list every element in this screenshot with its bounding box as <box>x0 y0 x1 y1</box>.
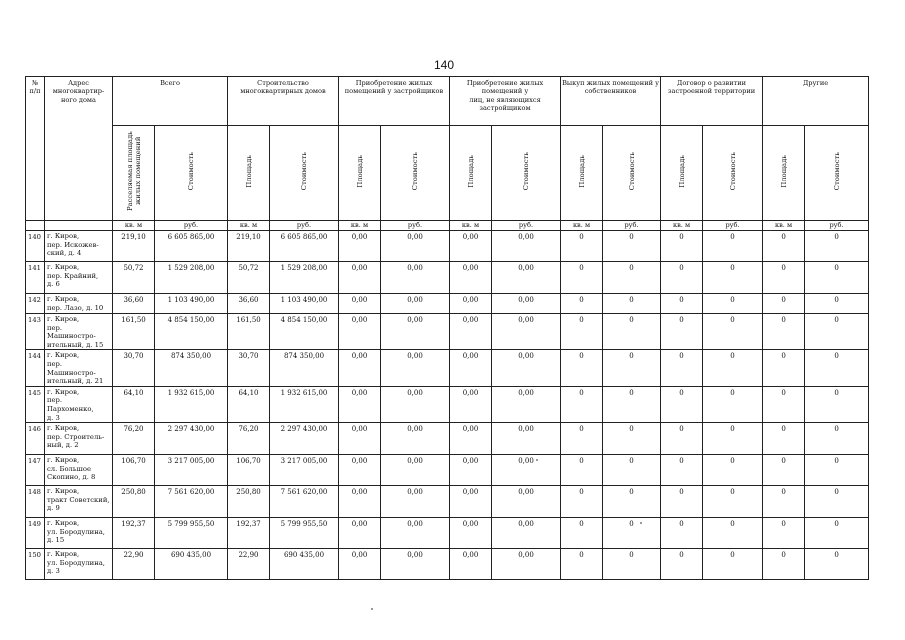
table-row <box>26 518 869 549</box>
row-number: 141 <box>26 262 45 294</box>
area-cell: 0 <box>763 549 805 580</box>
cost-cell: 0,00 <box>492 262 561 294</box>
table-row <box>26 231 869 262</box>
row-number: 148 <box>26 486 45 518</box>
cost-cell: 0 <box>603 262 661 294</box>
area-cell: 192,37 <box>113 518 155 549</box>
address-line: сл. Большое <box>47 464 91 473</box>
subheader-area <box>339 126 381 221</box>
cost-cell: 6 605 865,00 <box>270 231 339 262</box>
header-group-line: застройщиком <box>479 104 531 113</box>
address-line: д. 3 <box>47 567 60 576</box>
cost-cell: 0,00 <box>381 518 450 549</box>
area-cell: 0 <box>661 455 703 486</box>
cost-cell: 0,00 <box>381 549 450 580</box>
area-cell: 0 <box>561 486 603 518</box>
subheader-cost <box>805 126 869 221</box>
cost-cell: 0,00 <box>492 294 561 314</box>
area-cell: 161,50 <box>228 314 270 350</box>
area-cell: 0,00 <box>450 549 492 580</box>
subheader-label: Расселяемая площадь жилых помещений <box>125 131 142 211</box>
header-number-line: № <box>31 79 39 87</box>
address-line: пер. Строитель- <box>47 432 105 441</box>
unit-cell: кв. м <box>763 221 805 231</box>
area-cell: 0 <box>661 262 703 294</box>
cost-cell: 0 <box>805 518 869 549</box>
area-cell: 0 <box>763 386 805 422</box>
cost-cell: 0,00 <box>492 486 561 518</box>
address-line: ительный, д. 15 <box>47 340 104 349</box>
area-cell: 0 <box>763 314 805 350</box>
area-cell: 50,72 <box>228 262 270 294</box>
unit-cell: руб. <box>805 221 869 231</box>
cost-cell: 0 <box>703 294 763 314</box>
cost-cell: 0,00 <box>381 294 450 314</box>
cost-cell: 0,00 <box>381 386 450 422</box>
address-line: д. 15 <box>47 536 65 545</box>
area-cell: 106,70 <box>228 455 270 486</box>
area-cell: 0,00 <box>450 231 492 262</box>
cost-cell: 0,00 <box>492 350 561 386</box>
cost-cell: 0,00 <box>492 231 561 262</box>
cost-cell: 0 <box>603 350 661 386</box>
cost-cell: 0 <box>805 423 869 455</box>
header-group-line: Всего <box>160 79 180 87</box>
unit-blank <box>26 221 45 231</box>
cost-cell: 690 435,00 <box>270 549 339 580</box>
area-cell: 0 <box>661 423 703 455</box>
unit-blank <box>45 221 113 231</box>
cost-cell: 0,00 <box>492 518 561 549</box>
subheader-label: Стоимость <box>187 151 195 191</box>
unit-cell: кв. м <box>661 221 703 231</box>
row-address <box>45 486 113 518</box>
area-cell: 0,00 <box>450 262 492 294</box>
cost-cell: 0 <box>603 386 661 422</box>
area-cell: 0 <box>561 231 603 262</box>
address-line: г. Киров, <box>47 351 80 360</box>
subheader-label: Стоимость <box>522 151 530 191</box>
cost-cell: 0 <box>703 231 763 262</box>
header-group-other <box>763 77 869 126</box>
address-line: г. Киров, <box>47 387 80 396</box>
cost-cell: 0,00 <box>381 455 450 486</box>
cost-cell: 0 <box>603 314 661 350</box>
resettlement-table <box>25 76 869 580</box>
row-address <box>45 350 113 386</box>
row-address <box>45 294 113 314</box>
cost-cell: 0 <box>805 386 869 422</box>
area-cell: 0,00 <box>450 294 492 314</box>
subheader-label: Стоимость <box>627 151 636 191</box>
subheader-label: Стоимость <box>300 151 308 191</box>
area-cell: 30,70 <box>228 350 270 386</box>
cost-cell: 1 103 490,00 <box>155 294 228 314</box>
cost-cell: 4 854 150,00 <box>270 314 339 350</box>
area-cell: 76,20 <box>113 423 155 455</box>
address-line: ительный, д. 21 <box>47 377 104 386</box>
address-line: ный, д. 2 <box>47 441 79 450</box>
header-group-non-developer-purchase <box>450 77 561 126</box>
header-address <box>45 77 113 221</box>
unit-cell: руб. <box>603 221 661 231</box>
cost-cell: 0 <box>603 518 661 549</box>
subheader-area <box>661 126 703 221</box>
header-group-total <box>113 77 228 126</box>
address-line: тракт Советский, <box>47 495 110 504</box>
cost-cell: 0 <box>703 386 763 422</box>
row-address <box>45 386 113 422</box>
header-group-line: застроенной территории <box>667 87 756 96</box>
header-address-line: ного дома <box>61 95 96 104</box>
area-cell: 0,00 <box>339 231 381 262</box>
header-group-line: лиц, не являющихся <box>469 95 541 104</box>
table-row <box>26 386 869 422</box>
area-cell: 64,10 <box>113 386 155 422</box>
cost-cell: 0,00 <box>381 262 450 294</box>
area-cell: 0 <box>763 294 805 314</box>
header-group-line: Строительство <box>257 79 309 87</box>
address-line: пер. Пархоменко, <box>47 396 94 413</box>
address-line: пер. Лазо, д. 10 <box>47 303 104 312</box>
cost-cell: 0 <box>805 231 869 262</box>
header-group-line: Договор о развитии <box>676 79 747 87</box>
area-cell: 0 <box>661 314 703 350</box>
row-address <box>45 262 113 294</box>
subheader-cost <box>270 126 339 221</box>
header-group-line: Выкуп жилых помещений у <box>562 79 659 87</box>
subheader-area <box>561 126 603 221</box>
area-cell: 64,10 <box>228 386 270 422</box>
cost-cell: 2 297 430,00 <box>270 423 339 455</box>
row-number: 140 <box>26 231 45 262</box>
cost-cell: 1 529 208,00 <box>270 262 339 294</box>
table-row <box>26 294 869 314</box>
area-cell: 0 <box>763 231 805 262</box>
area-cell: 0,00 <box>339 423 381 455</box>
cost-cell: 3 217 005,00 <box>155 455 228 486</box>
address-line: пер. Машиностро- <box>47 323 96 341</box>
cost-cell: 0 <box>603 455 661 486</box>
cost-cell: 0 <box>603 549 661 580</box>
area-cell: 250,80 <box>113 486 155 518</box>
area-cell: 0 <box>661 486 703 518</box>
subheader-label: Стоимость <box>728 151 737 191</box>
area-cell: 50,72 <box>113 262 155 294</box>
area-cell: 0,00 <box>450 518 492 549</box>
row-number: 146 <box>26 423 45 455</box>
cost-cell: 0,00 <box>492 386 561 422</box>
cost-cell: 0 <box>703 262 763 294</box>
area-cell: 219,10 <box>113 231 155 262</box>
address-line: г. Киров, <box>47 424 80 433</box>
area-cell: 106,70 <box>113 455 155 486</box>
unit-cell: руб. <box>155 221 228 231</box>
cost-cell: 0 <box>703 549 763 580</box>
cost-cell: 0,00 <box>381 314 450 350</box>
unit-cell: кв. м <box>339 221 381 231</box>
area-cell: 161,50 <box>113 314 155 350</box>
address-line: ул. Бородулина, <box>47 558 105 567</box>
address-line: г. Киров, <box>47 295 80 303</box>
table-row <box>26 350 869 386</box>
subheader-label: Площадь <box>577 154 586 188</box>
cost-cell: 0 <box>805 294 869 314</box>
subheader-label: Стоимость <box>411 151 419 191</box>
address-line: г. Киров, <box>47 487 80 496</box>
cost-cell: 0 <box>805 549 869 580</box>
cost-cell: 874 350,00 <box>155 350 228 386</box>
header-address-line: Адрес <box>68 79 89 87</box>
area-cell: 36,60 <box>228 294 270 314</box>
subheader-area-resettled <box>113 126 155 221</box>
area-cell: 0 <box>561 386 603 422</box>
area-cell: 0 <box>661 350 703 386</box>
area-cell: 0 <box>763 486 805 518</box>
row-address <box>45 423 113 455</box>
area-cell: 0 <box>561 262 603 294</box>
row-number: 147 <box>26 455 45 486</box>
address-line: Скопино, д. 8 <box>47 473 96 482</box>
address-line: д. 6 <box>47 280 60 289</box>
area-cell: 0,00 <box>450 314 492 350</box>
cost-cell: 0 <box>703 423 763 455</box>
cost-cell: 6 605 865,00 <box>155 231 228 262</box>
area-cell: 0 <box>661 231 703 262</box>
cost-cell: 0 <box>703 455 763 486</box>
area-cell: 0,00 <box>339 455 381 486</box>
area-cell: 219,10 <box>228 231 270 262</box>
unit-cell: руб. <box>270 221 339 231</box>
cost-cell: 7 561 620,00 <box>270 486 339 518</box>
address-line: г. Киров, <box>47 315 80 323</box>
row-number: 150 <box>26 549 45 580</box>
table-row <box>26 314 869 350</box>
area-cell: 0,00 <box>339 486 381 518</box>
cost-cell: 0,00 <box>492 314 561 350</box>
header-group-line: Другие <box>802 79 829 87</box>
area-cell: 0,00 <box>450 486 492 518</box>
area-cell: 0,00 <box>450 386 492 422</box>
header-group-line: Приобретение жилых <box>355 79 433 87</box>
header-group-line: многоквартирных домов <box>240 87 326 96</box>
area-cell: 0 <box>561 294 603 314</box>
cost-cell: 0,00 <box>381 486 450 518</box>
row-number: 149 <box>26 518 45 549</box>
subheader-label: Площадь <box>244 154 253 188</box>
row-number: 144 <box>26 350 45 386</box>
header-number-line: п/п <box>29 87 41 96</box>
row-number: 142 <box>26 294 45 314</box>
subheader-cost <box>381 126 450 221</box>
row-number: 143 <box>26 314 45 350</box>
area-cell: 30,70 <box>113 350 155 386</box>
table-row <box>26 262 869 294</box>
subheader-area <box>763 126 805 221</box>
subheader-label: Площадь <box>779 154 788 188</box>
scan-speck <box>536 459 538 461</box>
cost-cell: 0 <box>603 486 661 518</box>
row-address <box>45 549 113 580</box>
unit-cell: кв. м <box>228 221 270 231</box>
header-group-developer-purchase <box>339 77 450 126</box>
cost-cell: 2 297 430,00 <box>155 423 228 455</box>
area-cell: 192,37 <box>228 518 270 549</box>
area-cell: 0 <box>561 455 603 486</box>
cost-cell: 0 <box>805 486 869 518</box>
area-cell: 0 <box>561 314 603 350</box>
area-cell: 0 <box>661 386 703 422</box>
subheader-label: Площадь <box>677 154 686 188</box>
subheader-cost <box>492 126 561 221</box>
cost-cell: 0,00 <box>492 423 561 455</box>
address-line: пер. Крайний, <box>47 271 99 280</box>
cost-cell: 0,00 <box>381 423 450 455</box>
row-address <box>45 314 113 350</box>
area-cell: 0,00 <box>339 314 381 350</box>
area-cell: 0 <box>763 423 805 455</box>
cost-cell: 0,00 <box>492 455 561 486</box>
area-cell: 0,00 <box>450 350 492 386</box>
cost-cell: 874 350,00 <box>270 350 339 386</box>
row-number: 145 <box>26 386 45 422</box>
area-cell: 22,90 <box>228 549 270 580</box>
cost-cell: 0 <box>603 423 661 455</box>
subheader-label: Стоимость <box>832 151 841 191</box>
units-row <box>26 221 869 231</box>
unit-cell: руб. <box>381 221 450 231</box>
table-row <box>26 549 869 580</box>
area-cell: 0,00 <box>339 294 381 314</box>
area-cell: 0 <box>763 262 805 294</box>
header-address-line: многоквартир- <box>52 87 105 96</box>
address-line: г. Киров, <box>47 550 80 559</box>
cost-cell: 0 <box>703 486 763 518</box>
area-cell: 36,60 <box>113 294 155 314</box>
cost-cell: 0 <box>805 262 869 294</box>
unit-cell: кв. м <box>450 221 492 231</box>
header-group-line: помещений у застройщиков <box>344 87 444 96</box>
unit-cell: руб. <box>703 221 763 231</box>
area-cell: 0,00 <box>339 518 381 549</box>
area-cell: 22,90 <box>113 549 155 580</box>
area-cell: 0 <box>561 350 603 386</box>
area-cell: 0,00 <box>339 262 381 294</box>
area-cell: 250,80 <box>228 486 270 518</box>
header-group-line: Приобретение жилых <box>466 79 544 87</box>
subheader-cost <box>155 126 228 221</box>
address-line: г. Киров, <box>47 456 80 465</box>
unit-cell: руб. <box>492 221 561 231</box>
row-address <box>45 455 113 486</box>
area-cell: 0 <box>661 294 703 314</box>
area-cell: 0 <box>763 350 805 386</box>
area-cell: 0 <box>561 549 603 580</box>
area-cell: 0 <box>763 518 805 549</box>
cost-cell: 4 854 150,00 <box>155 314 228 350</box>
subheader-area <box>450 126 492 221</box>
cost-cell: 1 932 615,00 <box>155 386 228 422</box>
address-line: г. Киров, <box>47 232 80 240</box>
cost-cell: 3 217 005,00 <box>270 455 339 486</box>
cost-cell: 5 799 955,50 <box>155 518 228 549</box>
address-line: г. Киров, <box>47 263 80 271</box>
header-number <box>26 77 45 221</box>
scan-speck <box>371 608 373 610</box>
cost-cell: 5 799 955,50 <box>270 518 339 549</box>
address-line: д. 9 <box>47 504 60 513</box>
area-cell: 0 <box>661 549 703 580</box>
cost-cell: 690 435,00 <box>155 549 228 580</box>
scan-speck <box>640 522 642 524</box>
area-cell: 0,00 <box>339 350 381 386</box>
area-cell: 0,00 <box>450 455 492 486</box>
subheader-cost <box>703 126 763 221</box>
cost-cell: 1 932 615,00 <box>270 386 339 422</box>
cost-cell: 1 103 490,00 <box>270 294 339 314</box>
address-line: ул. Бородулина, <box>47 527 105 536</box>
area-cell: 0,00 <box>339 549 381 580</box>
address-line: ский, д. 4 <box>47 249 82 258</box>
row-address <box>45 231 113 262</box>
table-row <box>26 486 869 518</box>
area-cell: 0 <box>763 455 805 486</box>
page-number: 140 <box>433 58 455 72</box>
cost-cell: 0,00 <box>492 549 561 580</box>
cost-cell: 0 <box>703 314 763 350</box>
table-body <box>26 231 869 580</box>
cost-cell: 0 <box>603 294 661 314</box>
area-cell: 0,00 <box>450 423 492 455</box>
area-cell: 0,00 <box>339 386 381 422</box>
address-line: д. 3 <box>47 413 60 422</box>
cost-cell: 0 <box>805 350 869 386</box>
cost-cell: 1 529 208,00 <box>155 262 228 294</box>
cost-cell: 0 <box>805 455 869 486</box>
table-row <box>26 423 869 455</box>
cost-cell: 0,00 <box>381 350 450 386</box>
subheader-area <box>228 126 270 221</box>
area-cell: 0 <box>661 518 703 549</box>
cost-cell: 0 <box>805 314 869 350</box>
cost-cell: 0 <box>603 231 661 262</box>
header-group-construction <box>228 77 339 126</box>
row-address <box>45 518 113 549</box>
cost-cell: 0,00 <box>381 231 450 262</box>
header-group-buyout <box>561 77 661 126</box>
area-cell: 0 <box>561 423 603 455</box>
header-group-line: помещений у <box>481 87 529 96</box>
header-group-line: собственников <box>584 87 637 96</box>
cost-cell: 7 561 620,00 <box>155 486 228 518</box>
subheader-cost <box>603 126 661 221</box>
area-cell: 76,20 <box>228 423 270 455</box>
address-line: г. Киров, <box>47 519 80 528</box>
subheader-label: Площадь <box>355 154 364 188</box>
table-row <box>26 455 869 486</box>
cost-cell: 0 <box>703 518 763 549</box>
unit-cell: кв. м <box>561 221 603 231</box>
cost-cell: 0 <box>703 350 763 386</box>
address-line: пер. Искожев- <box>47 240 99 249</box>
address-line: пер. Машиностро- <box>47 359 96 377</box>
header-group-development-contract <box>661 77 763 126</box>
area-cell: 0 <box>561 518 603 549</box>
unit-cell: кв. м <box>113 221 155 231</box>
subheader-label: Площадь <box>466 154 475 188</box>
